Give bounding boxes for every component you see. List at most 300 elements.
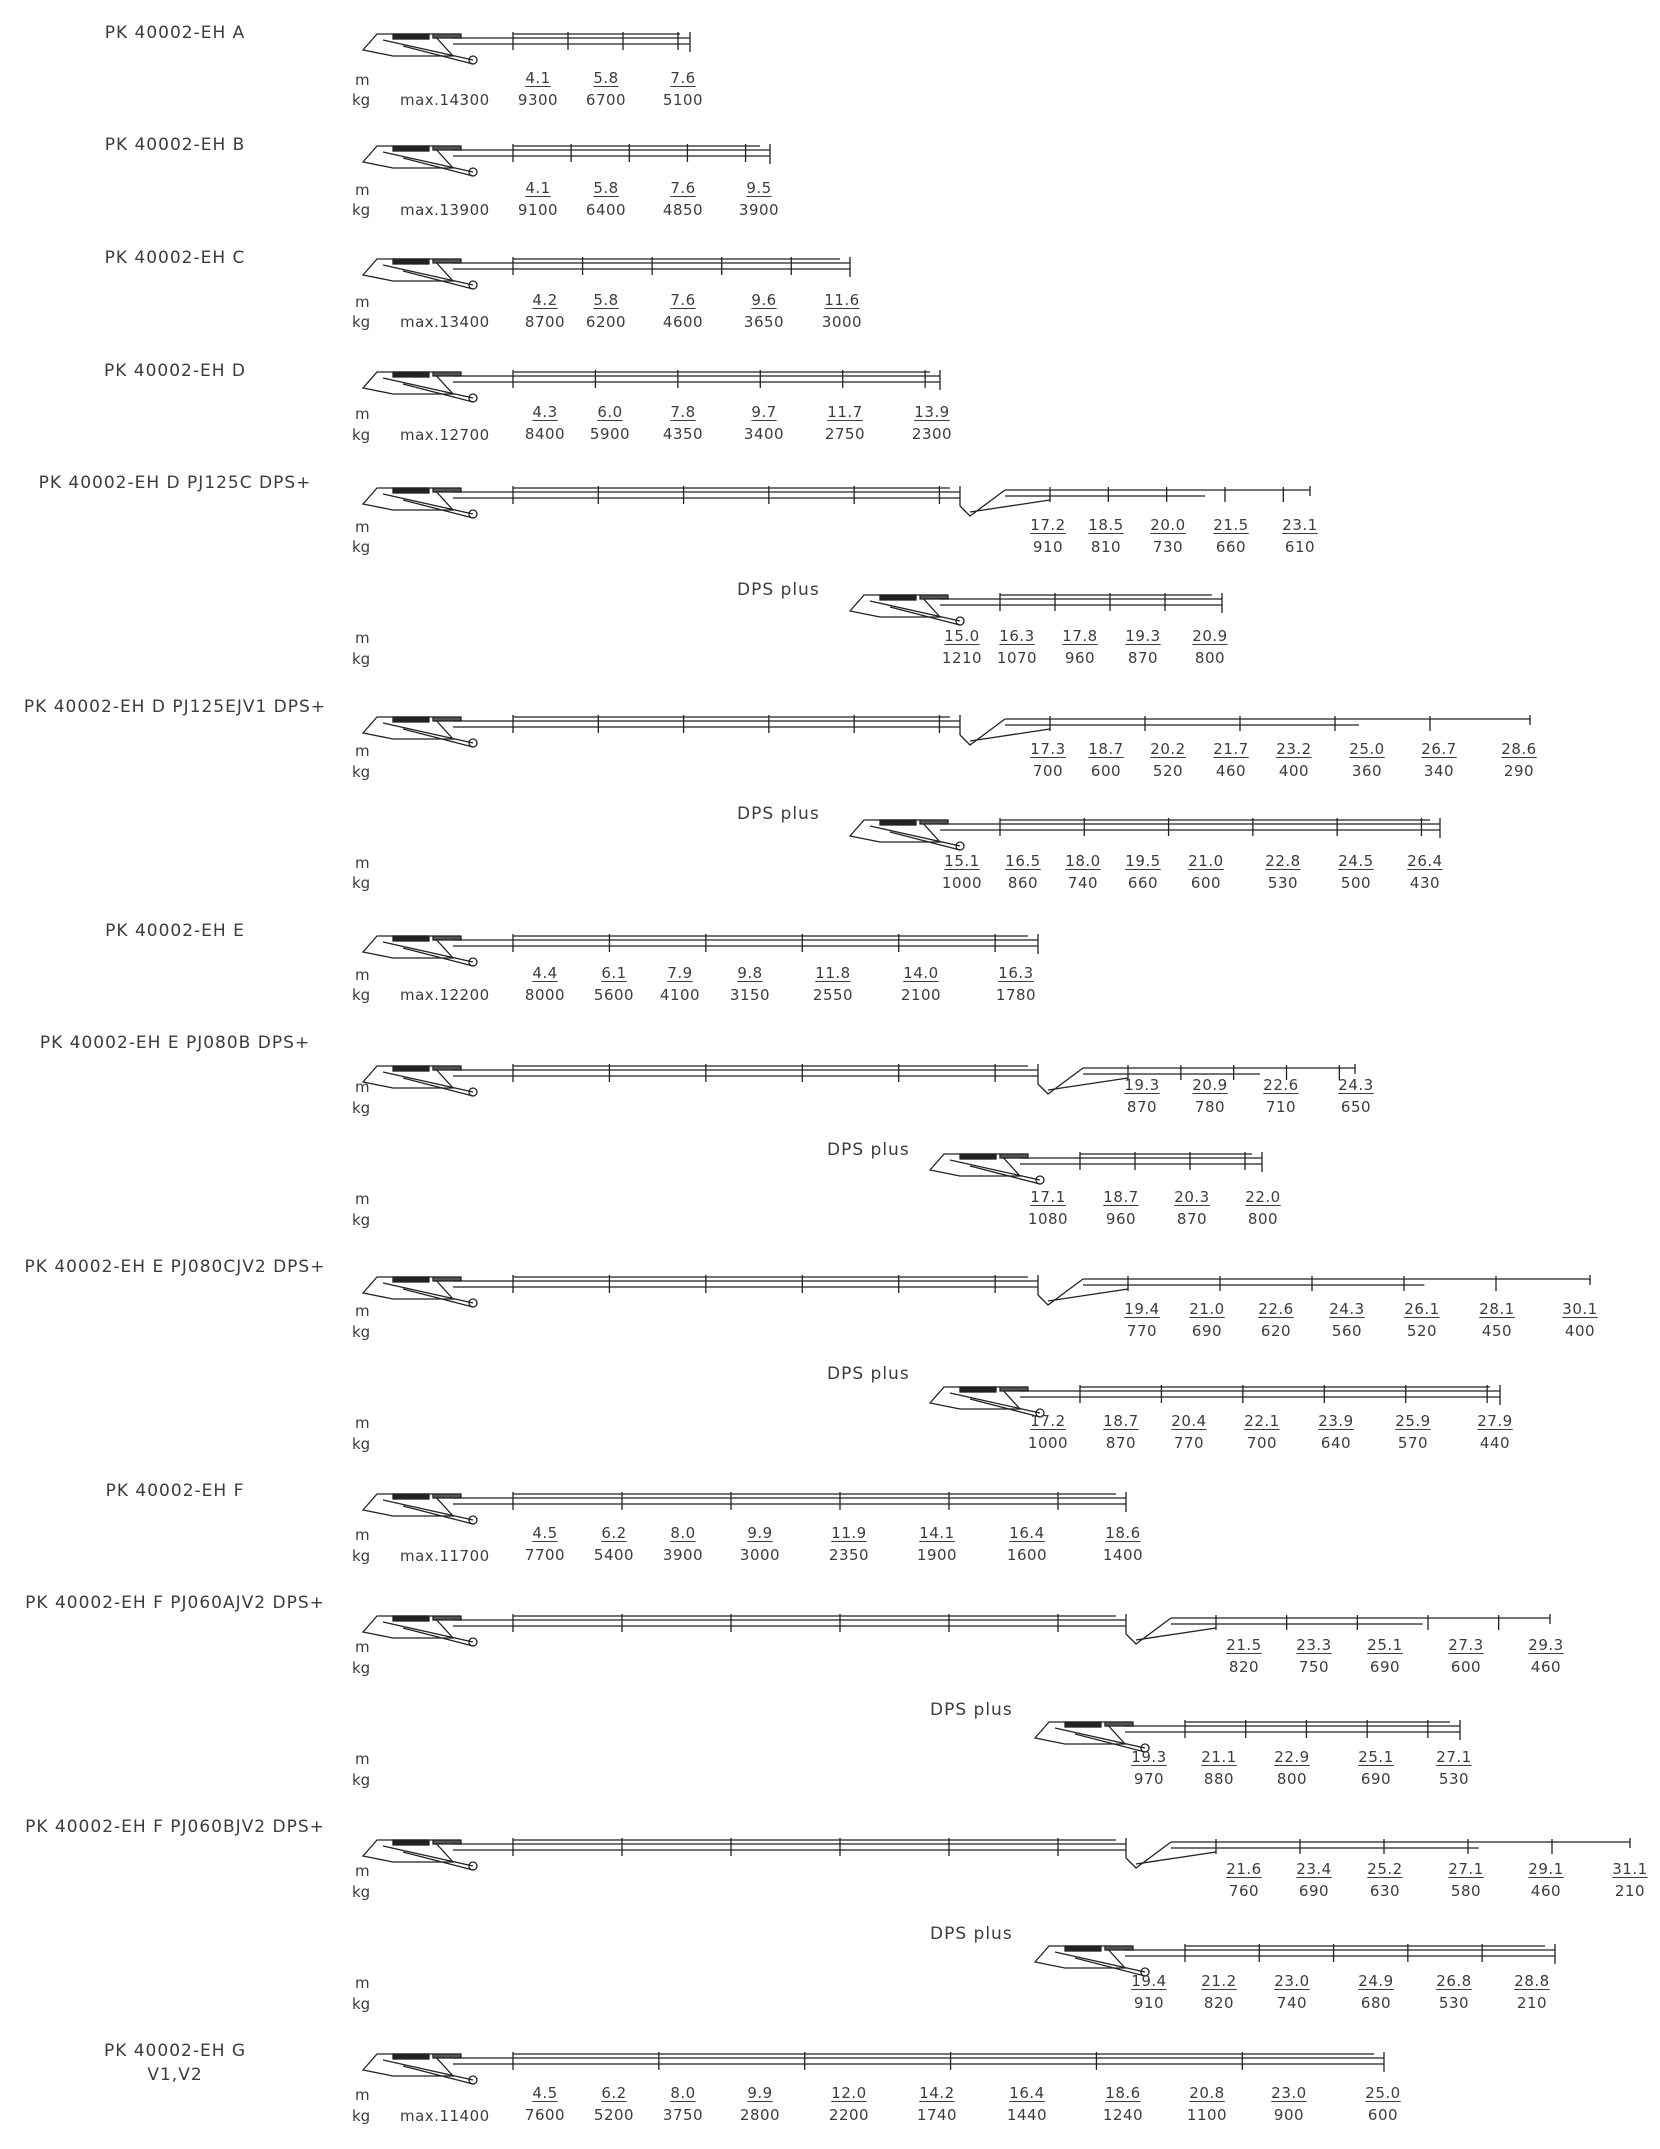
crane-boom-drawing <box>357 480 1316 520</box>
reach-value: 19.5 <box>1125 852 1161 870</box>
load-value: 870 <box>1126 1098 1158 1116</box>
load-value: 430 <box>1409 874 1441 892</box>
reach-value: 4.5 <box>532 2084 558 2102</box>
unit-m: m <box>355 1078 370 1096</box>
load-value: 900 <box>1273 2106 1305 2124</box>
reach-load-cell <box>1209 1859 1279 1901</box>
reach-value: 24.3 <box>1338 1076 1374 1094</box>
load-value: 520 <box>1406 1322 1438 1340</box>
unit-kg: kg <box>352 874 371 892</box>
unit-kg: kg <box>352 1211 371 1229</box>
unit-kg: kg <box>352 1099 371 1117</box>
load-value: 290 <box>1503 762 1535 780</box>
section-title: PK 40002-EH F <box>105 1481 245 1501</box>
reach-load-cell <box>579 2083 649 2125</box>
reach-value: 22.8 <box>1265 852 1301 870</box>
load-value: 1100 <box>1186 2106 1228 2124</box>
section-title: PK 40002-EH E PJ080B DPS+ <box>39 1033 311 1053</box>
unit-kg: kg <box>352 1883 371 1901</box>
unit-kg: kg <box>352 1435 371 1453</box>
unit-m: m <box>355 1750 370 1768</box>
load-value: 8000 <box>524 986 566 1004</box>
reach-load-cell <box>992 1523 1062 1565</box>
reach-value: 21.7 <box>1213 740 1249 758</box>
reach-value: 18.5 <box>1088 516 1124 534</box>
reach-load-cell <box>510 402 580 444</box>
section-title: PK 40002-EH E PJ080CJV2 DPS+ <box>24 1257 326 1277</box>
reach-load-cell <box>579 1523 649 1565</box>
dps-plus-label: DPS plus <box>930 1924 1013 1944</box>
load-value: 2300 <box>911 425 953 443</box>
reach-value: 6.0 <box>597 403 623 421</box>
section-title: PK 40002-EH D PJ125EJV1 DPS+ <box>23 697 327 717</box>
reach-value: 7.6 <box>670 69 696 87</box>
reach-value: 23.3 <box>1296 1636 1332 1654</box>
reach-load-cell <box>503 178 573 220</box>
load-value: 530 <box>1438 1994 1470 2012</box>
crane-boom-drawing <box>357 1486 1132 1526</box>
reach-value: 28.1 <box>1479 1300 1515 1318</box>
reach-value: 8.0 <box>670 1524 696 1542</box>
section-title: PK 40002-EH D <box>103 361 247 381</box>
max-load: max.11700 <box>400 1547 490 1565</box>
reach-value: 20.4 <box>1171 1412 1207 1430</box>
max-load: max.13900 <box>400 201 490 219</box>
load-value: 600 <box>1090 762 1122 780</box>
load-value: 210 <box>1516 1994 1548 2012</box>
unit-m: m <box>355 1414 370 1432</box>
reach-load-cell <box>1332 739 1402 781</box>
reach-value: 9.5 <box>746 179 772 197</box>
reach-value: 24.9 <box>1358 1972 1394 1990</box>
load-value: 520 <box>1152 762 1184 780</box>
reach-load-cell <box>1086 1187 1156 1229</box>
reach-value: 17.2 <box>1030 516 1066 534</box>
load-value: 960 <box>1064 649 1096 667</box>
load-value: 770 <box>1173 1434 1205 1452</box>
reach-value: 4.2 <box>532 291 558 309</box>
max-load: max.12200 <box>400 986 490 1004</box>
load-value: 580 <box>1450 1882 1482 1900</box>
reach-value: 30.1 <box>1562 1300 1598 1318</box>
reach-load-cell <box>1431 1635 1501 1677</box>
reach-load-cell <box>1013 1411 1083 1453</box>
dps-plus-label: DPS plus <box>827 1364 910 1384</box>
reach-value: 7.8 <box>670 403 696 421</box>
section-title: PK 40002-EH F PJ060AJV2 DPS+ <box>25 1593 325 1613</box>
section-title: PK 40002-EH F PJ060BJV2 DPS+ <box>25 1817 325 1837</box>
load-value: 870 <box>1105 1434 1137 1452</box>
reach-value: 26.4 <box>1407 852 1443 870</box>
load-value: 3900 <box>738 201 780 219</box>
load-value: 570 <box>1397 1434 1429 1452</box>
reach-load-cell <box>1419 1971 1489 2013</box>
unit-kg: kg <box>352 650 371 668</box>
reach-load-cell <box>1462 1299 1532 1341</box>
reach-value: 27.9 <box>1477 1412 1513 1430</box>
load-value: 340 <box>1423 762 1455 780</box>
reach-value: 23.9 <box>1318 1412 1354 1430</box>
unit-kg: kg <box>352 1771 371 1789</box>
crane-boom-drawing <box>844 812 1446 852</box>
load-value: 2350 <box>828 1546 870 1564</box>
load-value: 4850 <box>662 201 704 219</box>
unit-kg: kg <box>352 426 371 444</box>
load-value: 5100 <box>662 91 704 109</box>
reach-load-cell <box>1545 1299 1615 1341</box>
load-value: 820 <box>1203 1994 1235 2012</box>
load-value: 630 <box>1369 1882 1401 1900</box>
reach-value: 16.3 <box>999 627 1035 645</box>
reach-value: 25.0 <box>1349 740 1385 758</box>
reach-value: 21.1 <box>1201 1748 1237 1766</box>
reach-load-cell <box>1431 1859 1501 1901</box>
load-value: 3000 <box>821 313 863 331</box>
reach-load-cell <box>902 1523 972 1565</box>
load-value: 800 <box>1247 1210 1279 1228</box>
reach-load-cell <box>1390 851 1460 893</box>
unit-kg: kg <box>352 313 371 331</box>
load-value: 8700 <box>524 313 566 331</box>
reach-value: 26.7 <box>1421 740 1457 758</box>
reach-value: 9.7 <box>751 403 777 421</box>
reach-load-cell <box>1107 1075 1177 1117</box>
reach-load-cell <box>807 290 877 332</box>
reach-load-cell <box>927 851 997 893</box>
reach-load-cell <box>1259 739 1329 781</box>
load-value: 680 <box>1360 1994 1392 2012</box>
reach-load-cell <box>810 402 880 444</box>
max-load: max.13400 <box>400 313 490 331</box>
reach-value: 4.4 <box>532 964 558 982</box>
reach-value: 29.3 <box>1528 1636 1564 1654</box>
load-value: 1000 <box>941 874 983 892</box>
load-value: 440 <box>1479 1434 1511 1452</box>
reach-value: 16.5 <box>1005 852 1041 870</box>
load-value: 5200 <box>593 2106 635 2124</box>
reach-load-cell <box>981 963 1051 1005</box>
reach-value: 23.2 <box>1276 740 1312 758</box>
load-value: 760 <box>1228 1882 1260 1900</box>
dps-plus-label: DPS plus <box>737 804 820 824</box>
reach-value: 14.2 <box>919 2084 955 2102</box>
reach-value: 22.0 <box>1245 1188 1281 1206</box>
reach-value: 20.3 <box>1174 1188 1210 1206</box>
reach-value: 11.6 <box>824 291 860 309</box>
load-value: 800 <box>1194 649 1226 667</box>
load-value: 460 <box>1215 762 1247 780</box>
load-value: 740 <box>1276 1994 1308 2012</box>
reach-load-cell <box>1071 515 1141 557</box>
reach-value: 21.5 <box>1226 1636 1262 1654</box>
reach-value: 22.1 <box>1244 1412 1280 1430</box>
section-title: PK 40002-EH A <box>104 23 246 43</box>
reach-load-cell <box>1133 739 1203 781</box>
load-value: 2100 <box>900 986 942 1004</box>
load-value: 700 <box>1032 762 1064 780</box>
reach-load-cell <box>1175 626 1245 668</box>
load-value: 400 <box>1278 762 1310 780</box>
reach-value: 18.7 <box>1103 1188 1139 1206</box>
reach-value: 19.3 <box>1125 627 1161 645</box>
reach-load-cell <box>1595 1859 1660 1901</box>
max-load: max.12700 <box>400 426 490 444</box>
reach-value: 17.3 <box>1030 740 1066 758</box>
reach-load-cell <box>1228 1187 1298 1229</box>
reach-load-cell <box>648 68 718 110</box>
load-value: 3900 <box>662 1546 704 1564</box>
reach-value: 31.1 <box>1612 1860 1648 1878</box>
reach-load-cell <box>1348 2083 1418 2125</box>
reach-value: 24.5 <box>1338 852 1374 870</box>
reach-load-cell <box>1387 1299 1457 1341</box>
reach-value: 11.7 <box>827 403 863 421</box>
crane-boom-drawing <box>357 251 856 291</box>
load-value: 3750 <box>662 2106 704 2124</box>
reach-load-cell <box>645 963 715 1005</box>
unit-m: m <box>355 181 370 199</box>
load-value: 4350 <box>662 425 704 443</box>
reach-load-cell <box>1114 1971 1184 2013</box>
dps-plus-label: DPS plus <box>827 1140 910 1160</box>
reach-load-cell <box>1484 739 1554 781</box>
crane-boom-drawing <box>357 26 696 66</box>
load-value: 730 <box>1152 538 1184 556</box>
load-value: 690 <box>1369 1658 1401 1676</box>
reach-load-cell <box>902 2083 972 2125</box>
reach-value: 16.4 <box>1009 1524 1045 1542</box>
load-value: 3400 <box>743 425 785 443</box>
reach-value: 5.8 <box>593 291 619 309</box>
reach-value: 7.6 <box>670 179 696 197</box>
load-value: 600 <box>1190 874 1222 892</box>
load-value: 750 <box>1298 1658 1330 1676</box>
load-value: 620 <box>1260 1322 1292 1340</box>
reach-value: 19.3 <box>1124 1076 1160 1094</box>
reach-load-cell <box>982 626 1052 668</box>
unit-kg: kg <box>352 91 371 109</box>
unit-m: m <box>355 854 370 872</box>
reach-load-cell <box>729 290 799 332</box>
unit-kg: kg <box>352 201 371 219</box>
unit-m: m <box>355 405 370 423</box>
reach-load-cell <box>1108 851 1178 893</box>
unit-m: m <box>355 71 370 89</box>
reach-value: 25.2 <box>1367 1860 1403 1878</box>
reach-value: 4.5 <box>532 1524 558 1542</box>
reach-value: 21.0 <box>1189 1300 1225 1318</box>
reach-value: 28.6 <box>1501 740 1537 758</box>
load-value: 860 <box>1007 874 1039 892</box>
load-value: 9100 <box>517 201 559 219</box>
unit-m: m <box>355 2086 370 2104</box>
load-value: 640 <box>1320 1434 1352 1452</box>
reach-load-cell <box>1312 1299 1382 1341</box>
load-value: 690 <box>1191 1322 1223 1340</box>
reach-load-cell <box>1350 1635 1420 1677</box>
load-value: 710 <box>1265 1098 1297 1116</box>
reach-value: 25.1 <box>1367 1636 1403 1654</box>
unit-kg: kg <box>352 1547 371 1565</box>
unit-kg: kg <box>352 538 371 556</box>
reach-value: 23.0 <box>1274 1972 1310 1990</box>
load-value: 1210 <box>941 649 983 667</box>
load-value: 560 <box>1331 1322 1363 1340</box>
reach-value: 20.0 <box>1150 516 1186 534</box>
load-value: 360 <box>1351 762 1383 780</box>
unit-m: m <box>355 1526 370 1544</box>
reach-value: 6.1 <box>601 964 627 982</box>
load-value: 610 <box>1284 538 1316 556</box>
reach-value: 21.6 <box>1226 1860 1262 1878</box>
reach-load-cell <box>648 178 718 220</box>
unit-kg: kg <box>352 2107 371 2125</box>
reach-load-cell <box>1511 1635 1581 1677</box>
reach-load-cell <box>571 178 641 220</box>
reach-load-cell <box>1154 1411 1224 1453</box>
load-value: 7700 <box>524 1546 566 1564</box>
reach-load-cell <box>1133 515 1203 557</box>
load-value: 1740 <box>916 2106 958 2124</box>
unit-m: m <box>355 1974 370 1992</box>
reach-value: 17.2 <box>1030 1412 1066 1430</box>
reach-value: 14.0 <box>903 964 939 982</box>
reach-load-cell <box>1196 515 1266 557</box>
reach-load-cell <box>1013 1187 1083 1229</box>
unit-kg: kg <box>352 1995 371 2013</box>
load-value: 6400 <box>585 201 627 219</box>
reach-value: 15.0 <box>944 627 980 645</box>
reach-value: 11.8 <box>815 964 851 982</box>
section-title: PK 40002-EH E <box>105 921 245 941</box>
reach-load-cell <box>1172 2083 1242 2125</box>
reach-value: 25.9 <box>1395 1412 1431 1430</box>
reach-value: 18.6 <box>1105 1524 1141 1542</box>
reach-value: 17.8 <box>1062 627 1098 645</box>
unit-m: m <box>355 629 370 647</box>
load-value: 770 <box>1126 1322 1158 1340</box>
reach-value: 16.4 <box>1009 2084 1045 2102</box>
reach-load-cell <box>715 963 785 1005</box>
dps-plus-label: DPS plus <box>737 580 820 600</box>
reach-load-cell <box>1497 1971 1567 2013</box>
load-value: 690 <box>1298 1882 1330 1900</box>
reach-value: 19.3 <box>1131 1748 1167 1766</box>
reach-load-cell <box>1341 1747 1411 1789</box>
section-title: PK 40002-EH C <box>104 248 246 268</box>
reach-load-cell <box>1246 1075 1316 1117</box>
reach-value: 15.1 <box>944 852 980 870</box>
reach-load-cell <box>1257 1971 1327 2013</box>
load-value: 1240 <box>1102 2106 1144 2124</box>
crane-boom-drawing <box>924 1146 1268 1186</box>
reach-load-cell <box>1108 626 1178 668</box>
reach-value: 22.9 <box>1274 1748 1310 1766</box>
unit-m: m <box>355 1638 370 1656</box>
reach-load-cell <box>725 2083 795 2125</box>
reach-value: 9.8 <box>737 964 763 982</box>
reach-value: 7.9 <box>667 964 693 982</box>
reach-load-cell <box>1184 1747 1254 1789</box>
reach-load-cell <box>571 290 641 332</box>
reach-value: 20.9 <box>1192 1076 1228 1094</box>
load-value: 450 <box>1481 1322 1513 1340</box>
reach-load-cell <box>579 963 649 1005</box>
section-title: PK 40002-EH G <box>103 2041 247 2061</box>
load-value: 660 <box>1215 538 1247 556</box>
load-value: 5400 <box>593 1546 635 1564</box>
unit-m: m <box>355 742 370 760</box>
reach-load-cell <box>1114 1747 1184 1789</box>
reach-value: 9.9 <box>747 1524 773 1542</box>
unit-kg: kg <box>352 986 371 1004</box>
load-value: 700 <box>1246 1434 1278 1452</box>
reach-load-cell <box>798 963 868 1005</box>
reach-value: 9.9 <box>747 2084 773 2102</box>
reach-value: 18.0 <box>1065 852 1101 870</box>
reach-load-cell <box>1175 1075 1245 1117</box>
reach-value: 21.2 <box>1201 1972 1237 1990</box>
reach-load-cell <box>886 963 956 1005</box>
reach-value: 27.1 <box>1436 1748 1472 1766</box>
load-value: 530 <box>1267 874 1299 892</box>
reach-value: 21.0 <box>1188 852 1224 870</box>
reach-value: 13.9 <box>914 403 950 421</box>
load-value: 6700 <box>585 91 627 109</box>
unit-m: m <box>355 518 370 536</box>
reach-load-cell <box>1378 1411 1448 1453</box>
load-value: 660 <box>1127 874 1159 892</box>
reach-load-cell <box>725 1523 795 1565</box>
reach-load-cell <box>1248 851 1318 893</box>
reach-load-cell <box>575 402 645 444</box>
reach-load-cell <box>729 402 799 444</box>
load-value: 1080 <box>1027 1210 1069 1228</box>
reach-load-cell <box>1321 1075 1391 1117</box>
crane-boom-drawing <box>357 138 776 178</box>
max-load: max.14300 <box>400 91 490 109</box>
load-value: 7600 <box>524 2106 566 2124</box>
reach-value: 24.3 <box>1329 1300 1365 1318</box>
reach-value: 6.2 <box>601 1524 627 1542</box>
reach-value: 16.3 <box>998 964 1034 982</box>
unit-m: m <box>355 1862 370 1880</box>
reach-load-cell <box>648 1523 718 1565</box>
load-value: 880 <box>1203 1770 1235 1788</box>
reach-load-cell <box>1254 2083 1324 2125</box>
reach-value: 23.4 <box>1296 1860 1332 1878</box>
reach-load-cell <box>1045 626 1115 668</box>
reach-value: 11.9 <box>831 1524 867 1542</box>
load-value: 870 <box>1176 1210 1208 1228</box>
unit-m: m <box>355 293 370 311</box>
unit-kg: kg <box>352 1323 371 1341</box>
reach-value: 12.0 <box>831 2084 867 2102</box>
reach-load-cell <box>571 68 641 110</box>
reach-value: 27.1 <box>1448 1860 1484 1878</box>
unit-m: m <box>355 1302 370 1320</box>
reach-load-cell <box>1419 1747 1489 1789</box>
reach-value: 6.2 <box>601 2084 627 2102</box>
reach-load-cell <box>510 290 580 332</box>
reach-load-cell <box>1460 1411 1530 1453</box>
reach-value: 22.6 <box>1263 1076 1299 1094</box>
load-value: 9300 <box>517 91 559 109</box>
load-value: 460 <box>1530 1658 1562 1676</box>
load-value: 690 <box>1360 1770 1392 1788</box>
unit-m: m <box>355 1190 370 1208</box>
reach-load-cell <box>1301 1411 1371 1453</box>
